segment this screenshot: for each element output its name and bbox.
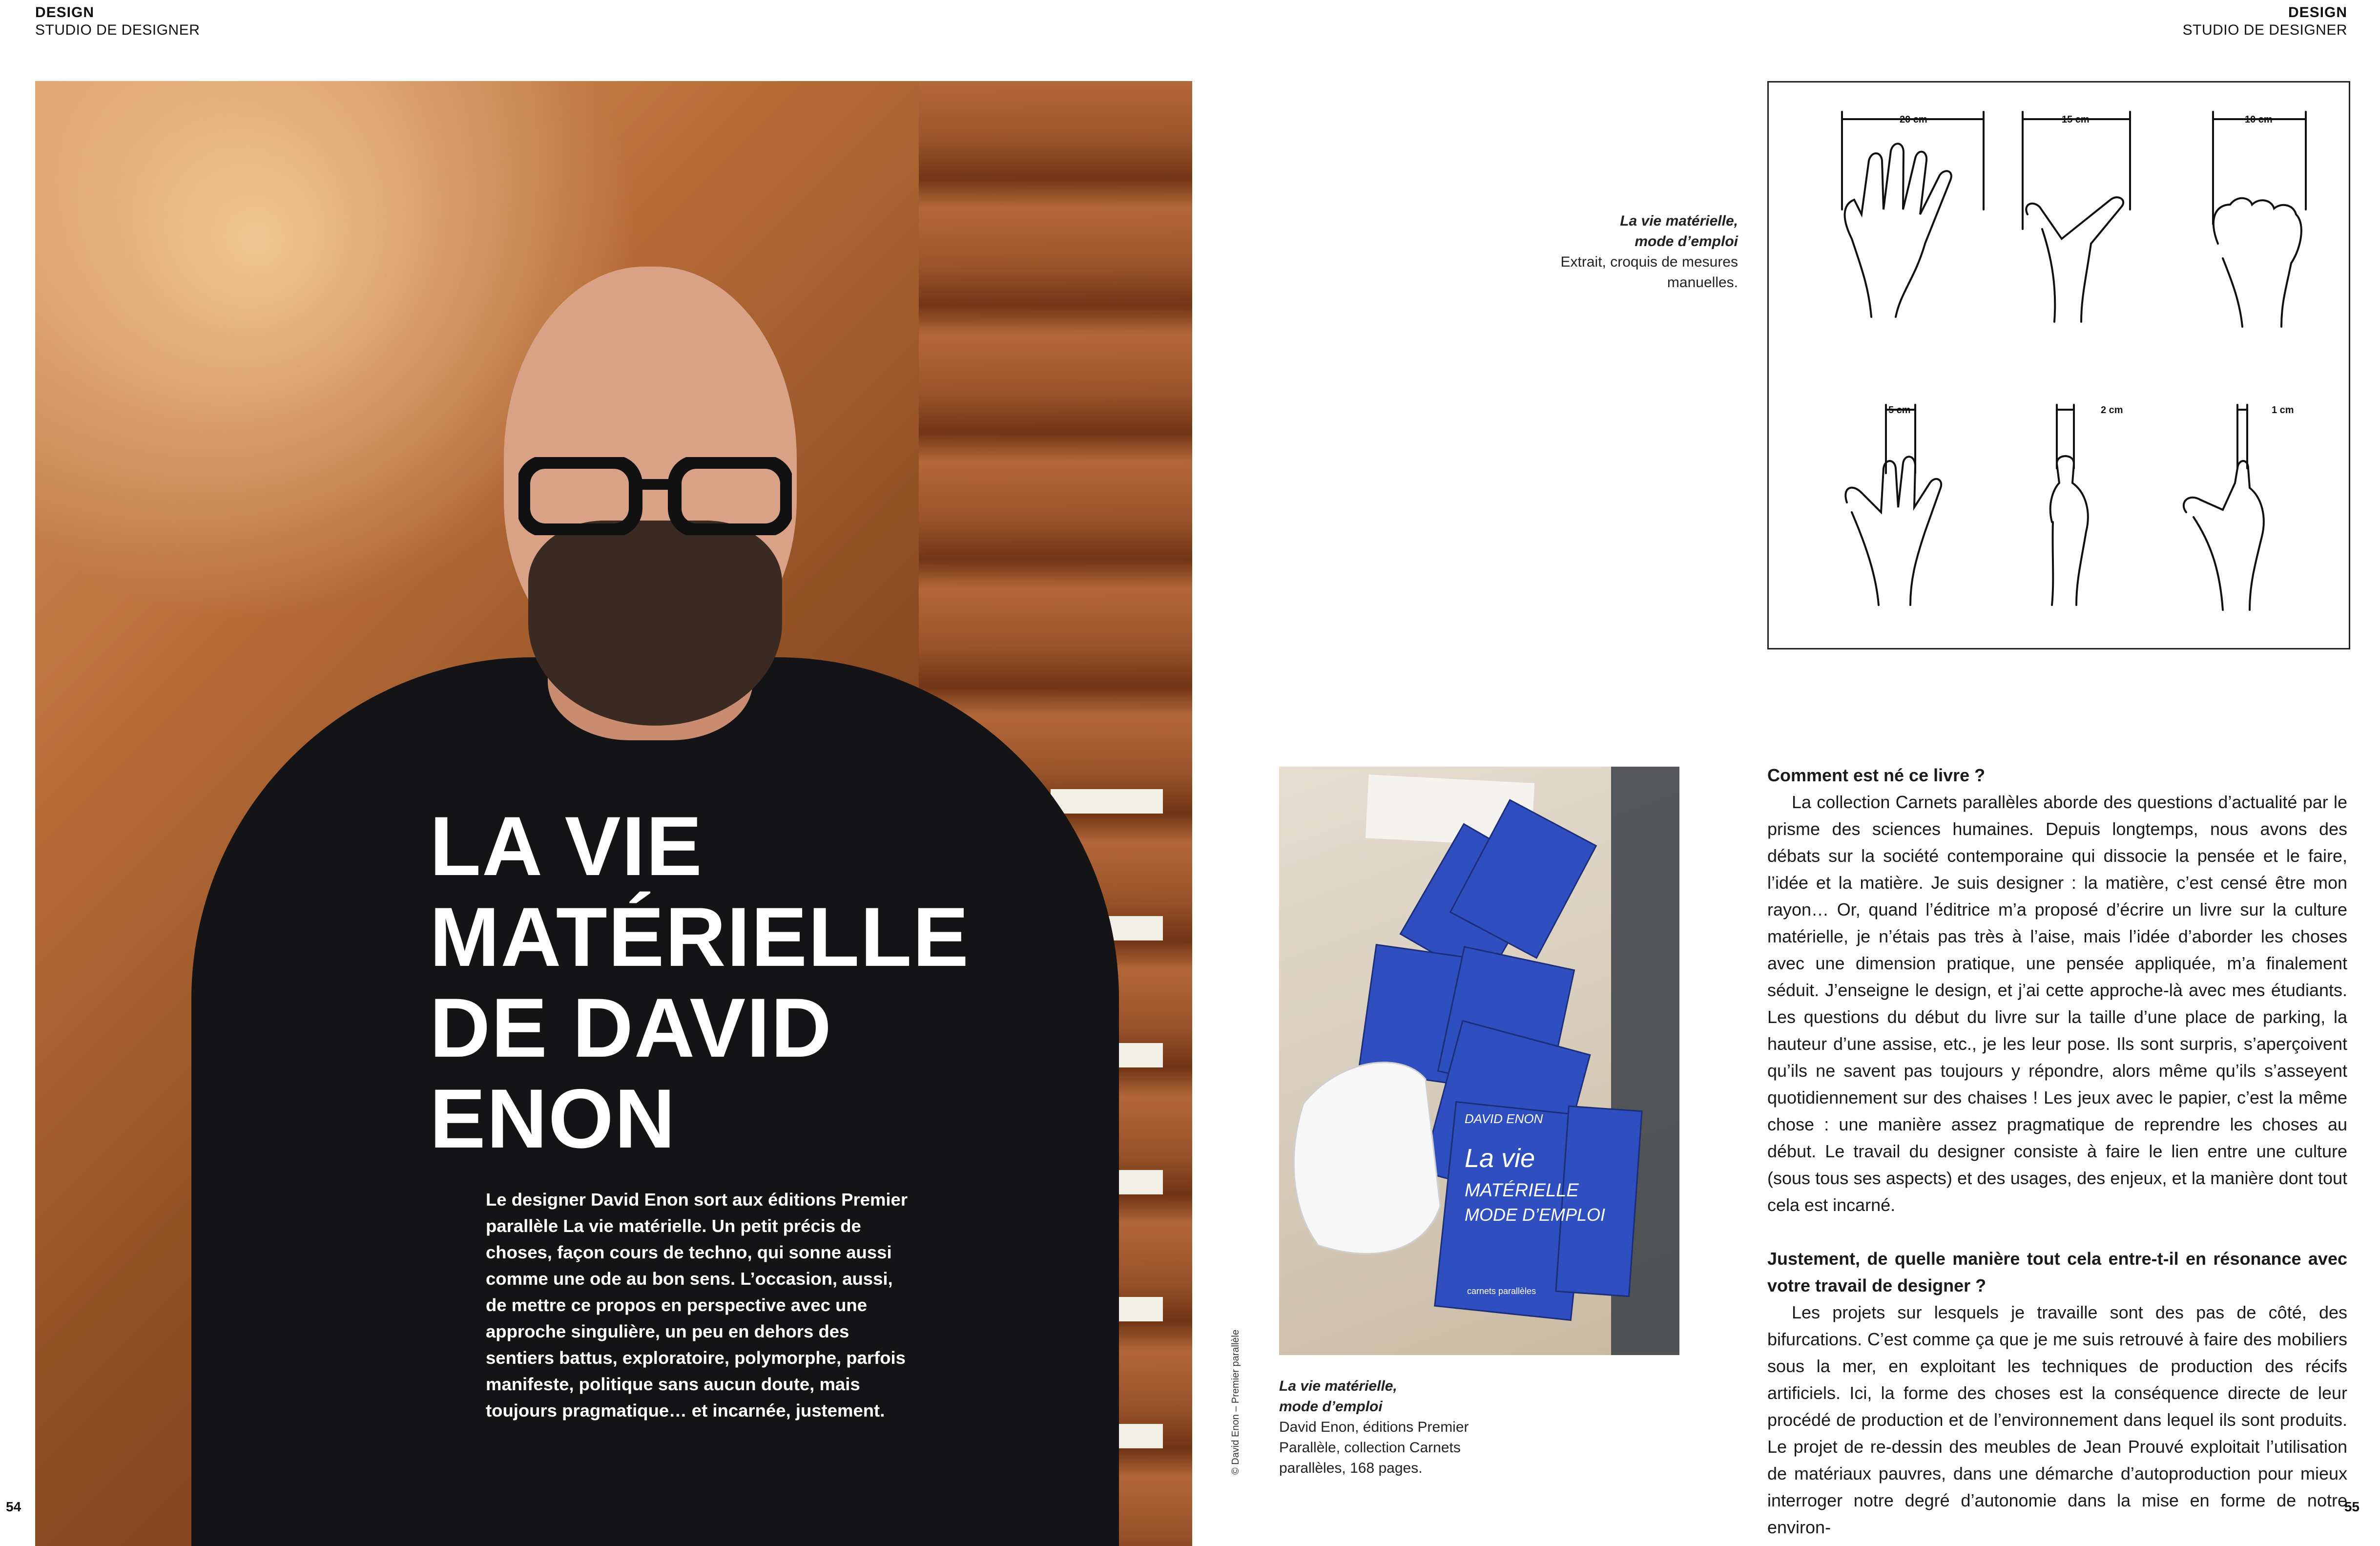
book-caption-title: mode d’emploi	[1279, 1399, 1383, 1415]
measure-label: 5 cm	[1888, 405, 1911, 416]
left-section-label: DESIGN	[35, 4, 95, 21]
hands-caption-text: Extrait, croquis de mesures	[1560, 254, 1738, 270]
measure-label: 1 cm	[2272, 405, 2294, 416]
book-caption	[1279, 1376, 1533, 1479]
title-line: LA VIE	[430, 799, 703, 893]
right-page-number: 55	[2344, 1499, 2359, 1514]
measure-label: 15 cm	[2062, 114, 2090, 125]
book-cover-title: MATÉRIELLE	[1465, 1180, 1579, 1201]
right-section-label: DESIGN	[2288, 4, 2347, 21]
book-cover-collection: carnets parallèles	[1467, 1286, 1536, 1296]
title-line: MATÉRIELLE	[430, 890, 970, 984]
interview-text	[1767, 762, 2347, 1541]
hand-15cm	[2023, 112, 2130, 322]
right-subsection-label: STUDIO DE DESIGNER	[2182, 22, 2347, 38]
left-running-head	[35, 4, 200, 39]
books-on-table	[1279, 767, 1679, 1355]
title-line: ENON	[430, 1072, 676, 1166]
interview-question: Justement, de quelle manière tout cela entre-t-il en résonance avec votre travail de designer ?	[1767, 1249, 2347, 1295]
article-title	[430, 801, 1064, 1164]
book-caption-text: David Enon, éditions Premier	[1279, 1419, 1469, 1435]
title-line: DE DAVID	[430, 981, 833, 1075]
book-cover-title: MODE D’EMPLOI	[1465, 1205, 1606, 1225]
measure-label: 20 cm	[1900, 114, 1927, 125]
hands-caption	[1513, 211, 1738, 293]
book-cover-title: La vie	[1465, 1144, 1535, 1173]
hand-2cm	[2050, 405, 2088, 605]
interview-question: Comment est né ce livre ?	[1767, 765, 1986, 785]
hands-caption-text: manuelles.	[1667, 274, 1738, 291]
article-lede: Le designer David Enon sort aux éditions Premier parallèle La vie matérielle. Un petit précis de choses, façon cours de techno, qui sonne aussi comme une ode au bon sens. L’occasion, aussi, de mettre ce propos en perspective avec une approche singulière, un peu en dehors des sentiers battus, exploratoire, polymorphe, parfois manifeste, politique sans aucun doute, mais toujours pragmatique… et incarnée, justement.	[486, 1190, 908, 1421]
hands-caption-title: La vie matérielle,	[1620, 213, 1738, 229]
beard	[528, 521, 782, 726]
hand-5cm	[1845, 405, 1941, 605]
photo-credit: © David Enon – Premier parallèle	[1230, 1329, 1241, 1475]
measure-label: 2 cm	[2101, 405, 2123, 416]
right-running-head	[2183, 4, 2347, 39]
measure-label: 10 cm	[2245, 114, 2273, 125]
book-photo	[1279, 767, 1679, 1355]
interview-answer: Les projets sur lesquels je travaille sont des pas de côté, des bifurcations. C’est comme ça que je me suis retrouvé à faire des mobiliers sous la mer, en exploitant les techniques de production des récifs artificiels. Ici, la forme des choses est la conséquence directe de leur procédé de production et de l’environnement dans lequel ils sont produits. Le projet de re-dessin des meubles de Jean Prouvé exploitait l’utilisation de matériaux pauvres, dans une démarche d’autoproduction pour mieux interroger notre degré d’autonomie dans la mise en forme de notre environ-	[1767, 1302, 2347, 1537]
book-caption-text: parallèles, 168 pages.	[1279, 1460, 1423, 1476]
hand-measurement-diagram	[1767, 81, 2350, 649]
hand-1cm	[2184, 405, 2264, 610]
book-caption-text: Parallèle, collection Carnets	[1279, 1440, 1461, 1456]
hands-caption-title: mode d’emploi	[1635, 233, 1738, 250]
book-cover-author: DAVID ENON	[1465, 1111, 1543, 1126]
hand-10cm	[2213, 112, 2306, 327]
glasses-icon	[518, 457, 792, 535]
hand-20cm	[1842, 112, 1984, 317]
hand-sketches	[1769, 83, 2349, 648]
left-subsection-label: STUDIO DE DESIGNER	[35, 22, 200, 38]
interview-answer: La collection Carnets parallèles aborde des questions d’actualité par le prisme des sciences humaines. Depuis longtemps, nous avons des débats sur la société contemporaine qui dissocie la pensée et le faire, l’idée et la matière. Je suis designer : la matière, c’est censé être mon rayon… Or, quand l’éditrice m’a proposé d’écrire un livre sur la culture matérielle, je n’étais pas très à l’aise, mais l’idée d’aborder les choses avec une dimension pratique, une pensée appliquée, m’a finalement séduit. J’enseigne le design, et j’ai cette approche-là avec mes étudiants. Les questions du début du livre sur la taille d’une place de parking, la hauteur d’une assise, etc., je les leur pose. Ils sont surpris, s’aperçoivent qu’ils ne savent pas toujours y répondre, alors même qu’ils s’asseyent quotidiennement sur des chaises ! Les jeux avec le papier, c’est la même chose : une manière assez pragmatique de reprendre les choses au début. Le travail du designer consiste à faire le lien entre une culture (sous tous ses aspects) et des usages, des enjeux, et la manière dont tout cela est incarné.	[1767, 792, 2347, 1215]
book-caption-title: La vie matérielle,	[1279, 1378, 1397, 1394]
left-page-number: 54	[6, 1499, 21, 1514]
